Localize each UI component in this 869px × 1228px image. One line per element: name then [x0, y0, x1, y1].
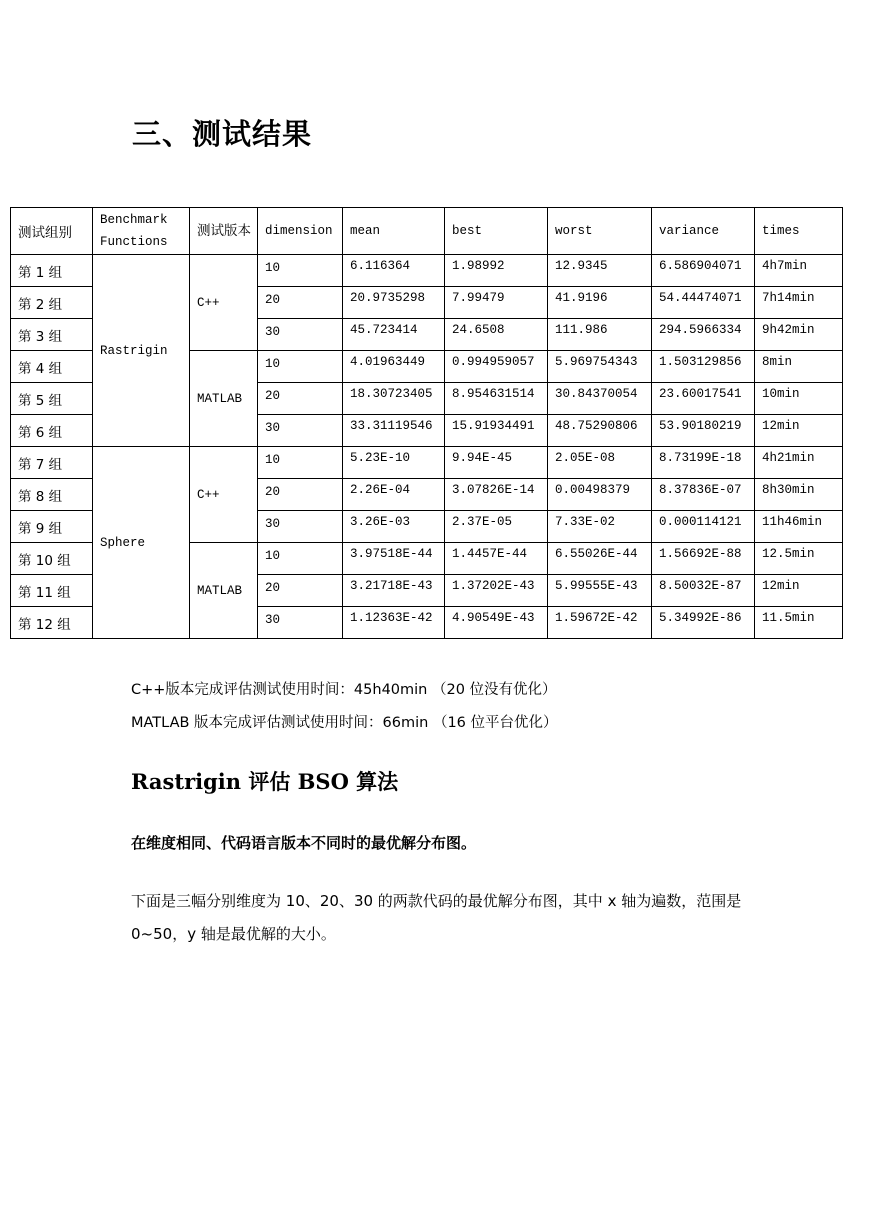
- mean-cell: 20.9735298: [343, 287, 445, 319]
- worst-cell: 5.99555E-43: [548, 575, 652, 607]
- dimension-cell: 20: [258, 479, 343, 511]
- times-cell: 12min: [755, 415, 843, 447]
- benchmark-function-cell: Rastrigin: [93, 255, 190, 447]
- mean-cell: 3.26E-03: [343, 511, 445, 543]
- times-cell: 4h21min: [755, 447, 843, 479]
- times-cell: 10min: [755, 383, 843, 415]
- times-cell: 9h42min: [755, 319, 843, 351]
- mean-cell: 5.23E-10: [343, 447, 445, 479]
- version-cell: MATLAB: [190, 543, 258, 639]
- group-cell: 第 7 组: [11, 447, 93, 479]
- variance-cell: 1.56692E-88: [652, 543, 755, 575]
- worst-cell: 5.969754343: [548, 351, 652, 383]
- dimension-cell: 10: [258, 447, 343, 479]
- best-cell: 8.954631514: [445, 383, 548, 415]
- times-cell: 8h30min: [755, 479, 843, 511]
- worst-cell: 1.59672E-42: [548, 607, 652, 639]
- dimension-cell: 30: [258, 319, 343, 351]
- variance-cell: 0.000114121: [652, 511, 755, 543]
- best-cell: 15.91934491: [445, 415, 548, 447]
- group-cell: 第 11 组: [11, 575, 93, 607]
- dimension-cell: 10: [258, 543, 343, 575]
- best-cell: 3.07826E-14: [445, 479, 548, 511]
- worst-cell: 6.55026E-44: [548, 543, 652, 575]
- header-version: 测试版本: [190, 208, 258, 255]
- mean-cell: 4.01963449: [343, 351, 445, 383]
- worst-cell: 7.33E-02: [548, 511, 652, 543]
- variance-cell: 6.586904071: [652, 255, 755, 287]
- variance-cell: 8.37836E-07: [652, 479, 755, 511]
- dimension-cell: 30: [258, 511, 343, 543]
- header-mean: mean: [343, 208, 445, 255]
- results-table: [10, 207, 843, 639]
- times-cell: 12min: [755, 575, 843, 607]
- mean-cell: 2.26E-04: [343, 479, 445, 511]
- version-cell: C++: [190, 255, 258, 351]
- variance-cell: 8.73199E-18: [652, 447, 755, 479]
- worst-cell: 111.986: [548, 319, 652, 351]
- group-cell: 第 5 组: [11, 383, 93, 415]
- dimension-cell: 30: [258, 607, 343, 639]
- best-cell: 1.4457E-44: [445, 543, 548, 575]
- chart-description: 下面是三幅分别维度为 10、20、30 的两款代码的最优解分布图，其中 x 轴为遍数，范围是 0~50，y 轴是最优解的大小。: [131, 892, 742, 943]
- table-row: [11, 255, 843, 287]
- times-cell: 11h46min: [755, 511, 843, 543]
- table-header-row: [11, 208, 843, 255]
- group-cell: 第 6 组: [11, 415, 93, 447]
- mean-cell: 3.21718E-43: [343, 575, 445, 607]
- group-cell: 第 4 组: [11, 351, 93, 383]
- group-cell: 第 9 组: [11, 511, 93, 543]
- worst-cell: 2.05E-08: [548, 447, 652, 479]
- times-cell: 12.5min: [755, 543, 843, 575]
- header-dimension: dimension: [258, 208, 343, 255]
- group-cell: 第 10 组: [11, 543, 93, 575]
- times-cell: 7h14min: [755, 287, 843, 319]
- dimension-cell: 30: [258, 415, 343, 447]
- variance-cell: 5.34992E-86: [652, 607, 755, 639]
- times-cell: 4h7min: [755, 255, 843, 287]
- mean-cell: 33.31119546: [343, 415, 445, 447]
- worst-cell: 30.84370054: [548, 383, 652, 415]
- version-cell: MATLAB: [190, 351, 258, 447]
- group-cell: 第 1 组: [11, 255, 93, 287]
- dimension-cell: 20: [258, 383, 343, 415]
- variance-cell: 23.60017541: [652, 383, 755, 415]
- times-cell: 8min: [755, 351, 843, 383]
- group-cell: 第 12 组: [11, 607, 93, 639]
- table-row: [11, 447, 843, 479]
- header-worst: worst: [548, 208, 652, 255]
- page-title: 三、测试结果: [132, 117, 313, 151]
- best-cell: 2.37E-05: [445, 511, 548, 543]
- mean-cell: 3.97518E-44: [343, 543, 445, 575]
- dimension-cell: 20: [258, 287, 343, 319]
- best-cell: 1.98992: [445, 255, 548, 287]
- mean-cell: 1.12363E-42: [343, 607, 445, 639]
- cpp-time-note: C++版本完成评估测试使用时间：45h40min （20 位没有优化）: [131, 682, 557, 698]
- version-cell: C++: [190, 447, 258, 543]
- worst-cell: 48.75290806: [548, 415, 652, 447]
- dimension-cell: 20: [258, 575, 343, 607]
- header-variance: variance: [652, 208, 755, 255]
- mean-cell: 6.116364: [343, 255, 445, 287]
- best-cell: 1.37202E-43: [445, 575, 548, 607]
- best-cell: 7.99479: [445, 287, 548, 319]
- header-group: 测试组别: [11, 208, 93, 255]
- best-cell: 9.94E-45: [445, 447, 548, 479]
- worst-cell: 0.00498379: [548, 479, 652, 511]
- group-cell: 第 3 组: [11, 319, 93, 351]
- worst-cell: 41.9196: [548, 287, 652, 319]
- section-heading: Rastrigin 评估 BSO 算法: [131, 769, 399, 794]
- variance-cell: 53.90180219: [652, 415, 755, 447]
- variance-cell: 1.503129856: [652, 351, 755, 383]
- dimension-cell: 10: [258, 255, 343, 287]
- header-benchmark: Benchmark Functions: [93, 208, 190, 255]
- variance-cell: 8.50032E-87: [652, 575, 755, 607]
- worst-cell: 12.9345: [548, 255, 652, 287]
- best-cell: 0.994959057: [445, 351, 548, 383]
- times-cell: 11.5min: [755, 607, 843, 639]
- variance-cell: 54.44474071: [652, 287, 755, 319]
- best-cell: 24.6508: [445, 319, 548, 351]
- header-times: times: [755, 208, 843, 255]
- dimension-cell: 10: [258, 351, 343, 383]
- mean-cell: 18.30723405: [343, 383, 445, 415]
- matlab-time-note: MATLAB 版本完成评估测试使用时间：66min （16 位平台优化）: [131, 715, 558, 731]
- group-cell: 第 2 组: [11, 287, 93, 319]
- chart-intro-heading: 在维度相同、代码语言版本不同时的最优解分布图。: [131, 834, 477, 852]
- variance-cell: 294.5966334: [652, 319, 755, 351]
- header-best: best: [445, 208, 548, 255]
- group-cell: 第 8 组: [11, 479, 93, 511]
- mean-cell: 45.723414: [343, 319, 445, 351]
- benchmark-function-cell: Sphere: [93, 447, 190, 639]
- best-cell: 4.90549E-43: [445, 607, 548, 639]
